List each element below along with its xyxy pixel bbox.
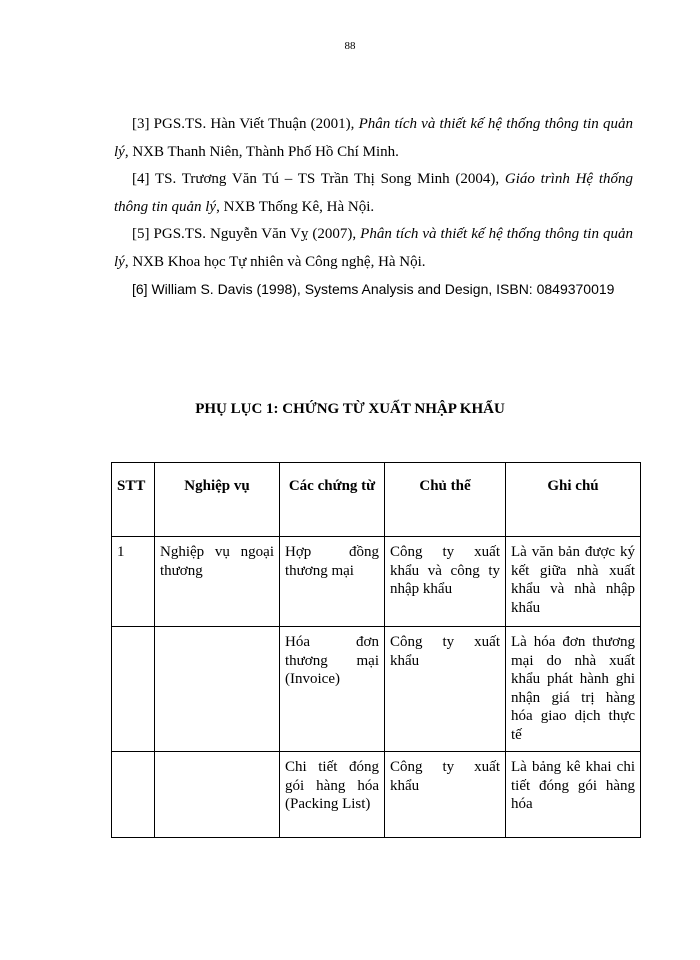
reference-prefix: [6] William S. Davis (1998), Systems Analysis and Design, ISBN: 0849370019 [132,281,615,297]
table-row [112,627,641,752]
header-documents: Các chứng từ [280,463,385,537]
appendix-title: PHỤ LỤC 1: CHỨNG TỪ XUẤT NHẬP KHẨU [195,401,505,417]
reference-item [114,166,633,221]
cell-note: Là hóa đơn thương mại do nhà xuất khẩu phát hành ghi nhận giá trị hàng hóa giao dịch thực tế [506,627,641,752]
table-row [112,537,641,627]
cell-stt [112,627,155,752]
reference-item [114,276,633,304]
reference-prefix: [3] PGS.TS. Hàn Viết Thuận (2001), [132,116,359,132]
cell-operation [155,627,280,752]
cell-document: Hợp đồng thương mại [280,537,385,627]
cell-party: Công ty xuất khẩu [385,752,506,838]
cell-party: Công ty xuất khẩu và công ty nhập khẩu [385,537,506,627]
reference-title: Phân tích và thiết kế hệ thống thông tin quản lý [114,226,633,270]
reference-title: Phân tích và thiết kế hệ thống thông tin quản lý [114,116,633,160]
header-operation: Nghiệp vụ [155,463,280,537]
reference-item [114,221,633,276]
cell-stt [112,752,155,838]
reference-prefix: [5] PGS.TS. Nguyễn Văn Vỵ (2007), [132,226,361,242]
reference-suffix: , NXB Thanh Niên, Thành Phố Hồ Chí Minh. [124,143,399,160]
reference-suffix: , NXB Khoa học Tự nhiên và Công nghệ, Hà Nội. [124,253,426,270]
header-notes: Ghi chú [506,463,641,537]
cell-operation [155,752,280,838]
cell-note: Là bảng kê khai chi tiết đóng gói hàng hóa [506,752,641,838]
cell-document: Hóa đơn thương mại (Invoice) [280,627,385,752]
header-party: Chủ thể [385,463,506,537]
table-row [112,752,641,838]
reference-item [114,111,633,166]
reference-suffix: , NXB Thống Kê, Hà Nội. [216,198,375,215]
documents-table [111,462,641,838]
page-number: 88 [344,40,356,52]
cell-document: Chi tiết đóng gói hàng hóa (Packing List) [280,752,385,838]
cell-note: Là văn bản được ký kết giữa nhà xuất khẩu và nhà nhập khẩu [506,537,641,627]
reference-title: Giáo trình Hệ thống thông tin quản lý [114,171,633,215]
table-header-row [112,463,641,537]
reference-list [114,111,633,304]
cell-party: Công ty xuất khẩu [385,627,506,752]
header-stt: STT [112,463,155,537]
reference-prefix: [4] TS. Trương Văn Tú – TS Trần Thị Song Minh (2004), [132,171,505,187]
cell-stt: 1 [112,537,155,627]
cell-operation: Nghiệp vụ ngoại thương [155,537,280,627]
